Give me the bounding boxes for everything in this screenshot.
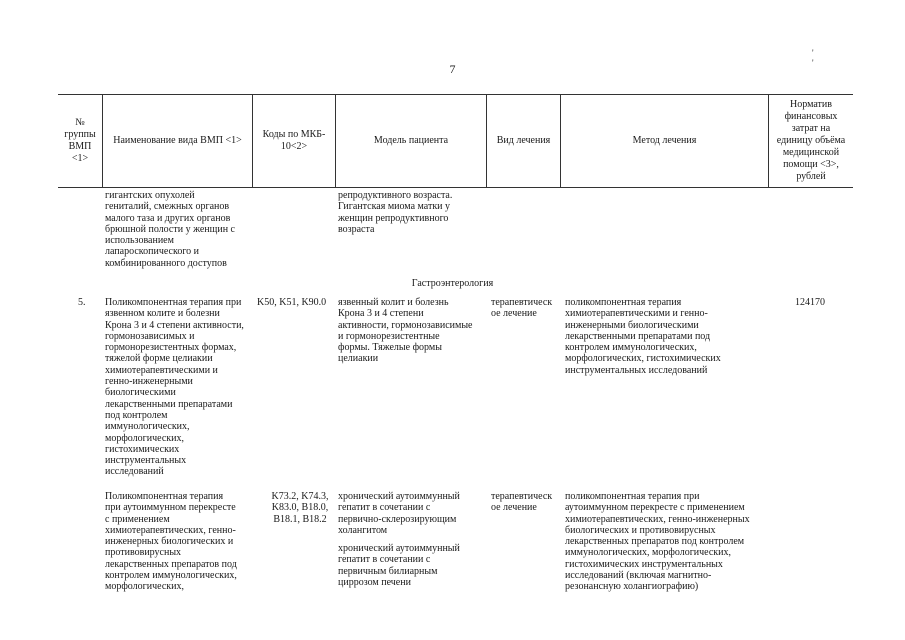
row5-vmp-name: Поликомпонентная терапия при язвенном колите и болезни Крона 3 и 4 степени активности, гормонозависимых и гормонорезистентных формах, тяжелой форме целиакии химиотерапевтическими и генно-инженерными биологическими лекарственными препаратами под контролем иммунологических, морфологических, гистохимических инструментальных исследований (105, 297, 244, 478)
row6-vmp-name: Поликомпонентная терапия при аутоиммунном перекресте с применением химиотерапевтических, генно- инженерных биологических и противовирусных лекарственных препаратов под контролем иммунологических, морфологических, (105, 491, 237, 593)
header-treatment-method: Метод лечения (561, 95, 769, 187)
section-title: Гастроэнтерология (411, 278, 494, 289)
page-number: 7 (449, 62, 456, 76)
row6-icd-codes: K73.2, K74.3, K83.0, B18.0, B18.1, B18.2 (271, 491, 329, 525)
row6-patient-model-1: хронический аутоиммунный гепатит в сочетании с первично-склерозирующим холангитом (338, 491, 460, 536)
header-group-number: № группы ВМП <1> (58, 95, 103, 187)
header-vmp-name: Наименование вида ВМП <1> (103, 95, 253, 187)
row5-icd-codes: K50, K51, K90.0 (257, 297, 327, 308)
header-treatment-type: Вид лечения (487, 95, 561, 187)
header-patient-model: Модель пациента (336, 95, 487, 187)
row5-patient-model: язвенный колит и болезнь Крона 3 и 4 степени активности, гормонозависимые и гормонорезистентные формы. Тяжелые формы целиакии (338, 297, 473, 365)
row5-treatment-method: поликомпонентная терапия химиотерапевтическими и генно- инженерными биологическими лекарственными препаратами под контролем иммунологических, морфологических, гистохимических инструментальных исследований (565, 297, 721, 376)
header-financial-norm: Норматив финансовых затрат на единицу объёма медицинской помощи <3>, рублей (776, 99, 846, 182)
row5-financial-norm: 124170 (795, 297, 825, 308)
continuation-vmp-name: гигантских опухолей гениталий, смежных органов малого таза и других органов брюшной полости у женщин с использованием лапароскопического и комбинированного доступов (105, 190, 235, 269)
header-icd-codes: Коды по МКБ- 10<2> (253, 95, 336, 187)
row6-treatment-type: терапевтическ ое лечение (491, 491, 553, 514)
row6-treatment-method: поликомпонентная терапия при аутоиммунном перекресте с применением химиотерапевтических, генно-инженерных биологических и противовирусных лекарственных препаратов под контролем иммунологических, морфологических, гистохимических инструментальных исследований (включая магнитно- резонансную холангиографию) (565, 491, 750, 593)
scan-specks: ' ' (812, 48, 844, 68)
row5-number: 5. (78, 297, 86, 308)
continuation-patient-model: репродуктивного возраста. Гигантская миома матки у женщин репродуктивного возраста (338, 190, 453, 235)
row6-patient-model-2: хронический аутоиммунный гепатит в сочетании с первичным билиарным циррозом печени (338, 543, 460, 588)
row5-treatment-type: терапевтическ ое лечение (491, 297, 553, 320)
table-header (58, 94, 853, 188)
